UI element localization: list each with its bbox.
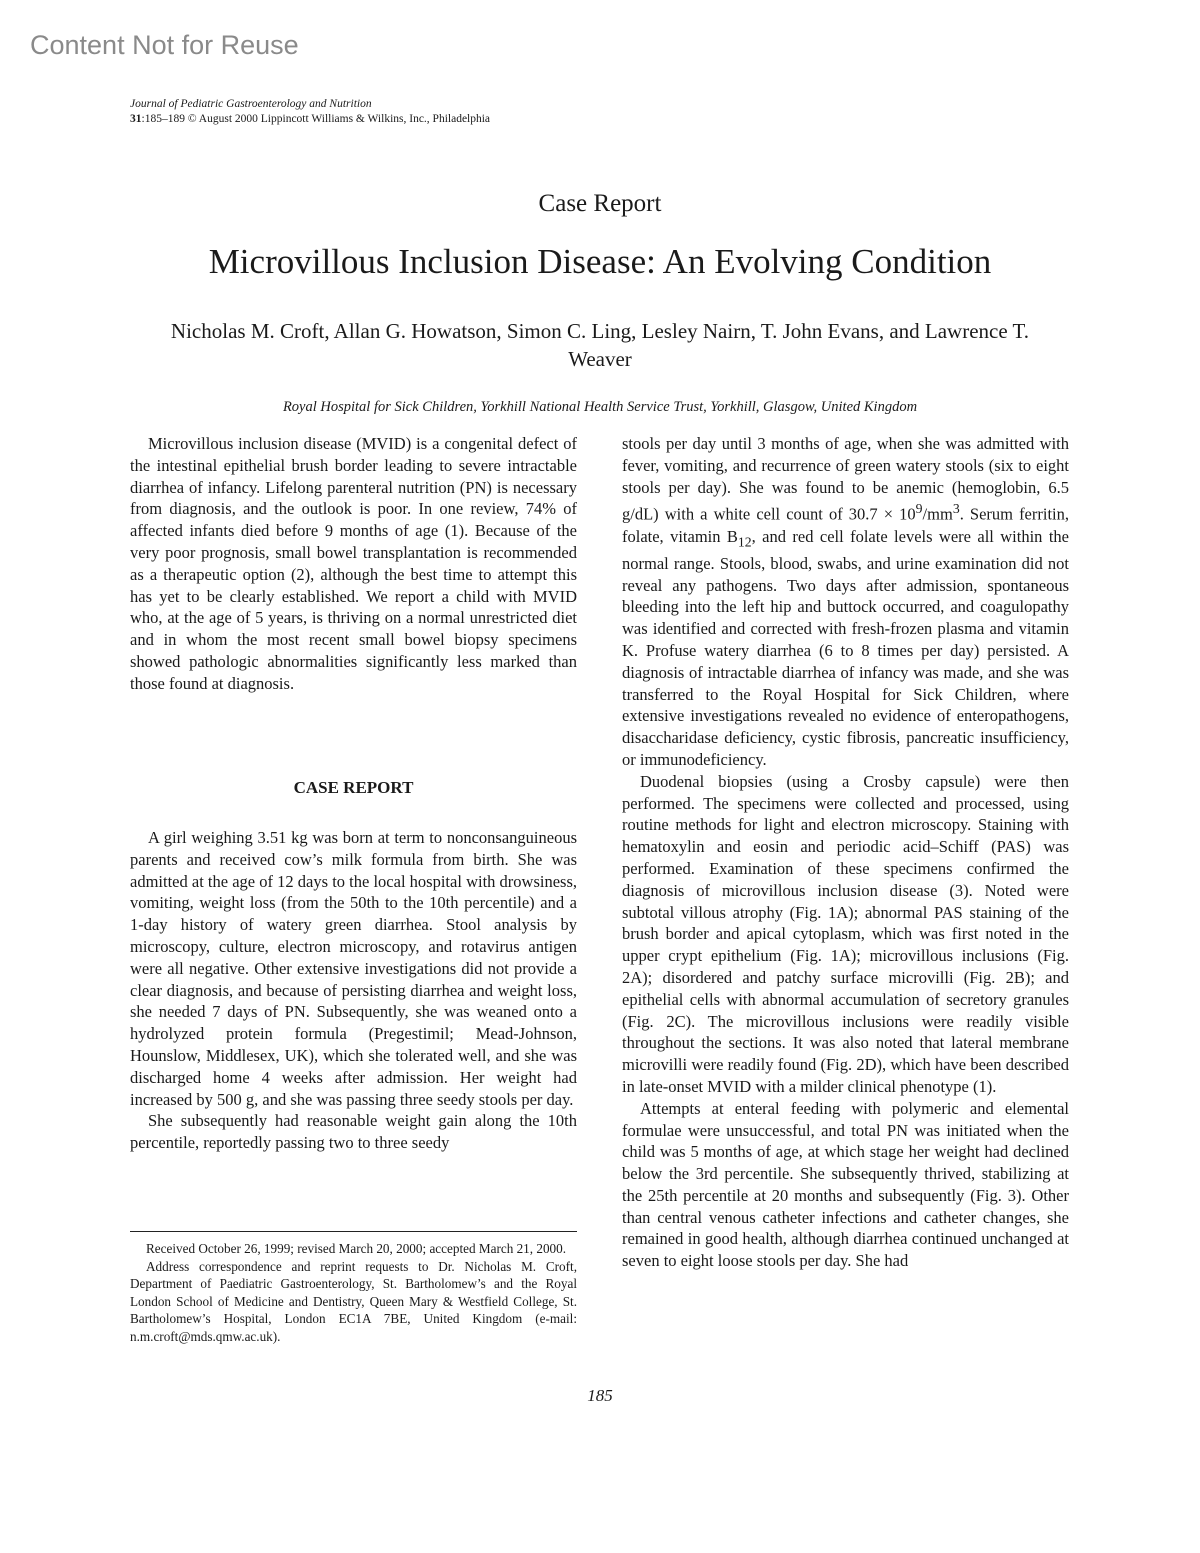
article-title: Microvillous Inclusion Disease: An Evolving Condition [208, 242, 992, 281]
footnote-correspondence: Address correspondence and reprint requests to Dr. Nicholas M. Croft, Department of Paediatric Gastroenterology, St. Bartholomew’s and the Royal London School of Medicine and Dentistry, Queen Mary & Westfield College, St. Bartholomew’s Hospital, London EC1A 7BE, United Kingdom (e-mail: n.m.croft@mds.qmw.ac.uk). [130, 1258, 577, 1344]
superscript: 3 [952, 501, 960, 517]
journal-volume: 31 [130, 113, 142, 125]
author-affiliation: Royal Hospital for Sick Children, Yorkhill National Health Service Trust, Yorkhill, Glasgow, United Kingdom [282, 399, 918, 415]
footnote-received: Received October 26, 1999; revised March 20, 2000; accepted March 21, 2000. [146, 1241, 567, 1256]
section-label: Case Report [538, 190, 662, 217]
body-paragraph: Duodenal biopsies (using a Crosby capsule) were then performed. The specimens were collected and processed, using routine methods for light and electron microscopy. Staining with hematoxylin and eosin and periodic acid–Schiff (PAS) was performed. Examination of these specimens confirmed the diagnosis of microvillous inclusion disease (3). Noted were subtotal villous atrophy (Fig. 1A); abnormal PAS staining of the brush border and apical cytoplasm, which was first noted in the upper crypt epithelium (Fig. 1A); microvillous inclusions (Fig. 2A); disordered and patchy surface microvilli (Fig. 2B); and epithelial cells with abnormal accumulation of secretory granules (Fig. 2C). The microvillous inclusions were readily visible throughout the sections. It was also noted that lateral membrane microvilli were readily found (Fig. 2D), which have been described in late-onset MVID with a milder clinical phenotype (1). [622, 771, 1069, 1096]
footnotes [130, 1240, 577, 1346]
body-paragraph: Attempts at enteral feeding with polymeric and elemental formulae were unsuccessful, and total PN was initiated when the child was 5 months of age, at which stage her weight had declined below the 3rd percentile. She subsequently thrived, stabilizing at the 25th percentile at 20 months and subsequently (Fig. 3). Other than central venous catheter infections and catheter changes, she remained in good health, although diarrhea continued unchanged at seven to eight loose stools per day. She had [622, 1098, 1069, 1271]
abstract [130, 433, 577, 695]
case-report-heading: CASE REPORT [293, 778, 414, 797]
subscript: 12 [737, 533, 752, 549]
watermark: Content Not for Reuse [30, 30, 299, 60]
page-number: 185 [587, 1386, 613, 1405]
text-run: stools per day until 3 months of age, when she was admitted with fever, vomiting, and recurrence of green watery stools (six to eight stools per day). She was found to be anemic (hemoglobin, 6.5 g/dL) with a white cell count of 30.7 × 10 [622, 434, 1069, 524]
journal-header [130, 97, 490, 127]
journal-citation [130, 112, 490, 127]
journal-citation-text: :185–189 © August 2000 Lippincott Williams & Wilkins, Inc., Philadelphia [141, 113, 491, 125]
text-run: /mm [922, 504, 953, 524]
text-run: . Serum ferritin, folate, vitamin B [622, 504, 1070, 546]
body-paragraph: She subsequently had reasonable weight gain along the 10th percentile, reportedly passing two to three seedy [130, 1111, 577, 1153]
author-list: Nicholas M. Croft, Allan G. Howatson, Simon C. Ling, Lesley Nairn, T. John Evans, and Lawrence T. Weaver [170, 319, 1030, 371]
footnote-divider [130, 1231, 577, 1232]
journal-name: Journal of Pediatric Gastroenterology and Nutrition [130, 98, 372, 110]
abstract-paragraph: Microvillous inclusion disease (MVID) is a congenital defect of the intestinal epithelial brush border leading to severe intractable diarrhea of infancy. Lifelong parenteral nutrition (PN) is necessary from diagnosis, and the outlook is poor. In one review, 74% of affected infants died before 9 months of age (1). Because of the very poor prognosis, small bowel transplantation is recommended as a therapeutic option (2), although the best time to attempt this has yet to be clearly established. We report a child with MVID who, at the age of 5 years, is thriving on a normal unrestricted diet and in whom the most recent small bowel biopsy specimens showed pathologic abnormalities significantly less marked than those found at diagnosis. [130, 434, 577, 693]
superscript: 9 [915, 501, 923, 517]
body-paragraph [622, 433, 1069, 771]
body-paragraph: A girl weighing 3.51 kg was born at term to nonconsanguineous parents and received cow’s milk formula from birth. She was admitted at the age of 12 days to the local hospital with drowsiness, vomiting, weight loss (from the 50th to the 10th percentile) and a 1-day history of watery green diarrhea. Stool analysis by microscopy, culture, electron microscopy, and rotavirus antigen were all negative. Other extensive investigations did not provide a clear diagnosis, and because of persisting diarrhea and weight loss, she needed 7 days of PN. Subsequently, she was weaned onto a hydrolyzed protein formula (Pregestimil; Mead-Johnson, Hounslow, Middlesex, UK), which she tolerated well, and she was discharged home 4 weeks after admission. Her weight had increased by 500 g, and she was passing three seedy stools per day. [130, 828, 577, 1109]
case-report-right-column [622, 433, 1069, 1272]
case-report-left-column [130, 827, 577, 1154]
text-run: , and red cell folate levels were all within the normal range. Stools, blood, swabs, and urine examination did not reveal any pathogens. Two days after admission, spontaneous bleeding into the left hip and buttock occurred, and coagulopathy was identified and corrected with fresh-frozen plasma and vitamin K. Profuse watery diarrhea (6 to 8 times per day) persisted. A diagnosis of intractable diarrhea of infancy was made, and she was transferred to the Royal Hospital for Sick Children, where extensive investigations revealed no evidence of enteropathogens, disaccharidase deficiency, cystic fibrosis, pancreatic insufficiency, or immunodeficiency. [622, 526, 1069, 769]
